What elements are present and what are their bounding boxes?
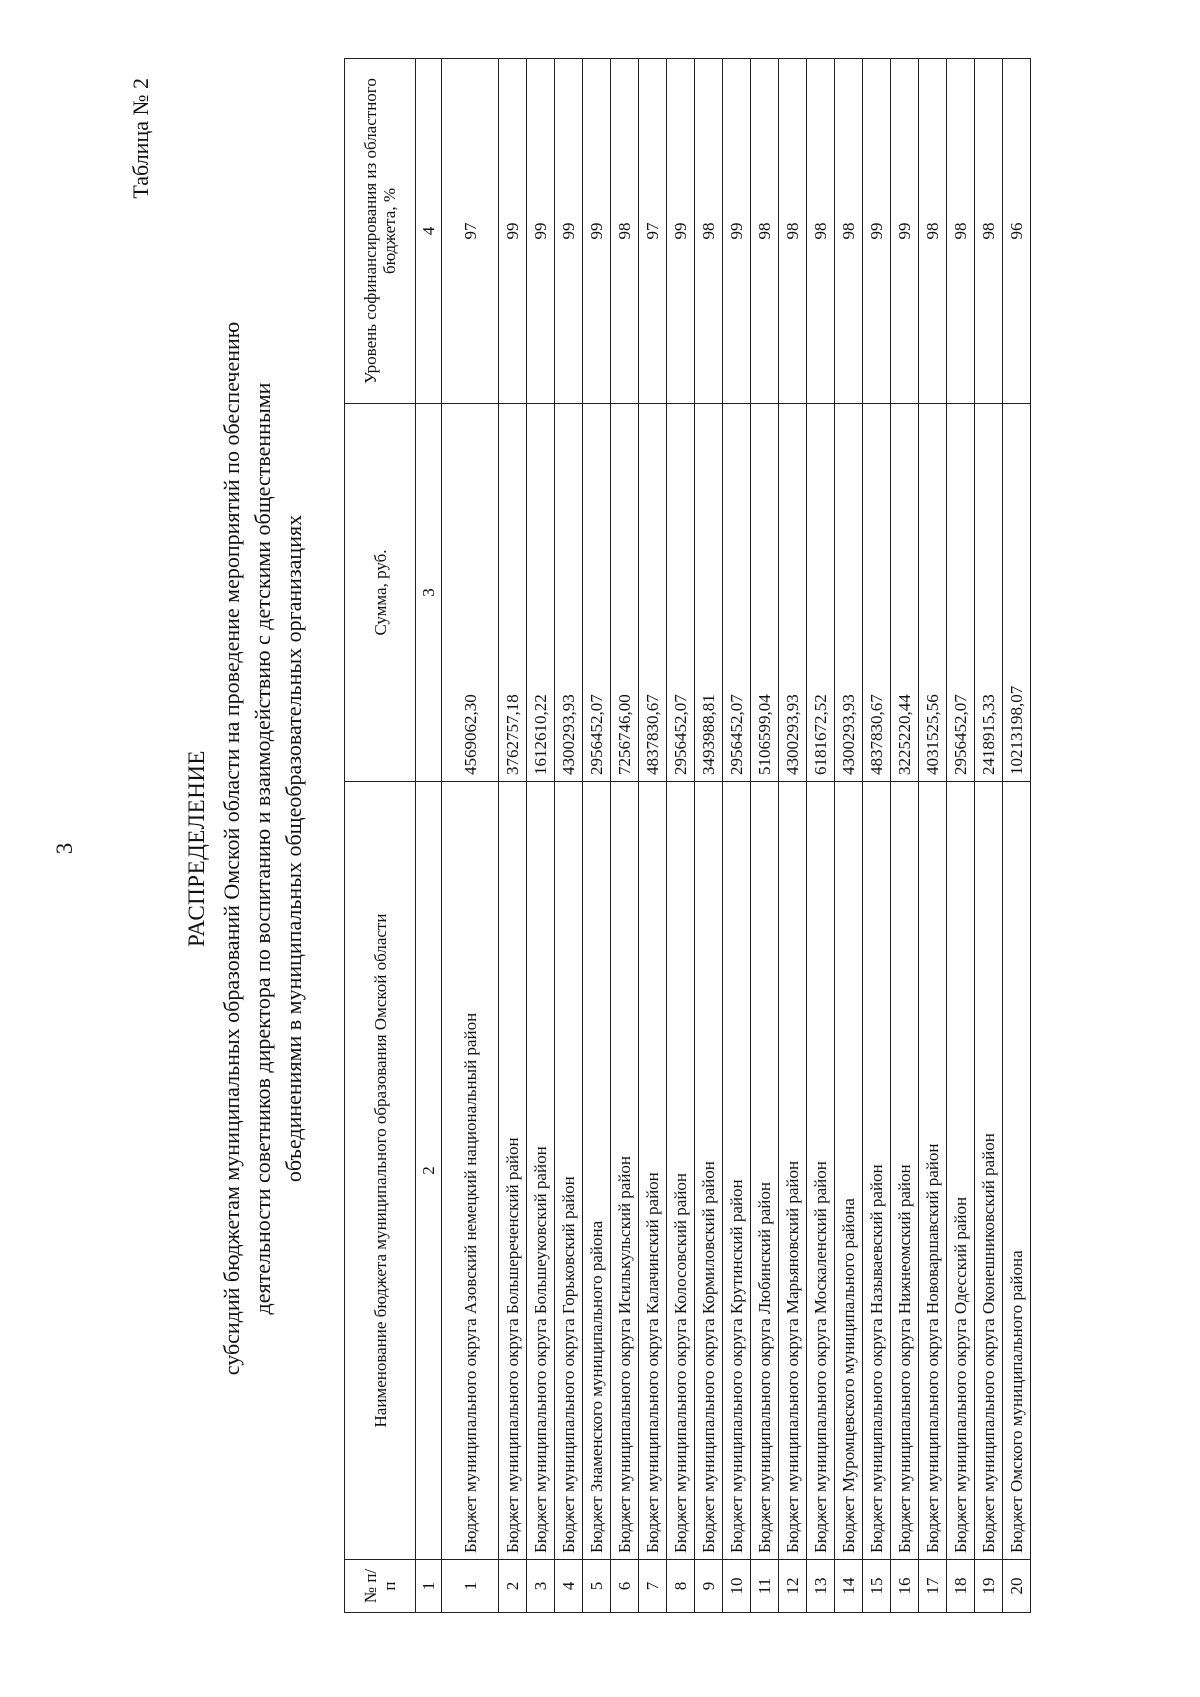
column-index-cell: 2 [416,782,442,1560]
row-level-cell: 99 [667,59,695,404]
table-label: Таблица № 2 [128,78,153,199]
header-name: Наименование бюджета муниципального образования Омской области [345,782,416,1560]
row-num-cell: 19 [975,1560,1003,1613]
table-row [863,59,891,1613]
row-name-cell: Бюджет муниципального округа Называевский район [863,782,891,1560]
row-level-cell: 98 [695,59,723,404]
subtitle-line: объединениями в муниципальных общеобразовательных организациях [281,514,306,1183]
row-level-cell: 99 [555,59,583,404]
row-num-cell: 20 [1003,1560,1031,1613]
table-row [807,59,835,1613]
row-num-cell: 9 [695,1560,723,1613]
row-num-cell: 7 [639,1560,667,1613]
distribution-table [344,58,1031,1613]
table-row [947,59,975,1613]
header-num: № п/п [345,1560,416,1613]
table-row [975,59,1003,1613]
table-row [639,59,667,1613]
document-title: РАСПРЕДЕЛЕНИЕ [184,750,209,947]
column-index-row [416,59,442,1613]
row-name-cell: Бюджет Знаменского муниципального района [583,782,611,1560]
table-row [1003,59,1031,1613]
table-row [751,59,779,1613]
row-name-cell: Бюджет муниципального округа Нижнеомский район [891,782,919,1560]
table-body [442,59,1031,1613]
row-name-cell: Бюджет муниципального округа Крутинский район [723,782,751,1560]
header-sum: Сумма, руб. [345,404,416,782]
row-name-cell: Бюджет муниципального округа Марьяновский район [779,782,807,1560]
row-sum-cell: 4569062,30 [442,404,499,782]
row-level-cell: 98 [919,59,947,404]
table-row [779,59,807,1613]
header-level: Уровень софинансирования из областного бюджета, % [345,59,416,404]
row-name-cell: Бюджет муниципального округа Горьковский район [555,782,583,1560]
row-sum-cell: 4837830,67 [863,404,891,782]
row-num-cell: 6 [611,1560,639,1613]
column-index-cell: 3 [416,404,442,782]
row-num-cell: 11 [751,1560,779,1613]
row-sum-cell: 5106599,04 [751,404,779,782]
row-name-cell: Бюджет муниципального округа Азовский немецкий национальный район [442,782,499,1560]
table-row [723,59,751,1613]
row-name-cell: Бюджет муниципального округа Большеуковский район [527,782,555,1560]
row-name-cell: Бюджет муниципального округа Любинский район [751,782,779,1560]
table-row [695,59,723,1613]
row-num-cell: 5 [583,1560,611,1613]
row-sum-cell: 3225220,44 [891,404,919,782]
row-num-cell: 15 [863,1560,891,1613]
row-level-cell: 98 [947,59,975,404]
row-sum-cell: 1612610,22 [527,404,555,782]
row-sum-cell: 4837830,67 [639,404,667,782]
row-name-cell: Бюджет муниципального округа Колосовский район [667,782,695,1560]
page-number: 3 [52,842,77,855]
row-name-cell: Бюджет муниципального округа Исилькульский район [611,782,639,1560]
row-level-cell: 96 [1003,59,1031,404]
row-sum-cell: 3762757,18 [499,404,527,782]
row-level-cell: 98 [975,59,1003,404]
row-level-cell: 99 [863,59,891,404]
row-name-cell: Бюджет муниципального округа Одесский район [947,782,975,1560]
row-num-cell: 4 [555,1560,583,1613]
table-row [667,59,695,1613]
row-num-cell: 2 [499,1560,527,1613]
row-level-cell: 98 [611,59,639,404]
row-name-cell: Бюджет муниципального округа Нововаршавский район [919,782,947,1560]
row-num-cell: 1 [442,1560,499,1613]
table-row [919,59,947,1613]
row-level-cell: 99 [723,59,751,404]
row-name-cell: Бюджет муниципального округа Калачинский район [639,782,667,1560]
row-level-cell: 99 [527,59,555,404]
row-sum-cell: 2956452,07 [723,404,751,782]
row-num-cell: 12 [779,1560,807,1613]
row-sum-cell: 6181672,52 [807,404,835,782]
row-num-cell: 3 [527,1560,555,1613]
row-name-cell: Бюджет Муромцевского муниципального района [835,782,863,1560]
row-sum-cell: 7256746,00 [611,404,639,782]
table-row [583,59,611,1613]
row-level-cell: 97 [639,59,667,404]
row-name-cell: Бюджет муниципального округа Большереченский район [499,782,527,1560]
row-level-cell: 98 [779,59,807,404]
table-row [499,59,527,1613]
subtitle-line: деятельности советников директора по воспитанию и взаимодействию с детскими общественными [250,382,275,1315]
row-num-cell: 10 [723,1560,751,1613]
row-name-cell: Бюджет муниципального округа Кормиловский район [695,782,723,1560]
row-num-cell: 14 [835,1560,863,1613]
row-level-cell: 99 [499,59,527,404]
row-name-cell: Бюджет муниципального округа Москаленский район [807,782,835,1560]
row-name-cell: Бюджет Омского муниципального района [1003,782,1031,1560]
header-row [345,59,416,1613]
row-sum-cell: 4031525,56 [919,404,947,782]
row-name-cell: Бюджет муниципального округа Оконешниковский район [975,782,1003,1560]
table-row [891,59,919,1613]
row-sum-cell: 2418915,33 [975,404,1003,782]
document-subtitle [216,180,309,1517]
table-row [527,59,555,1613]
row-sum-cell: 10213198,07 [1003,404,1031,782]
row-level-cell: 99 [583,59,611,404]
subtitle-line: субсидий бюджетам муниципальных образований Омской области на проведение мероприятий по обеспечению [219,321,244,1376]
row-level-cell: 98 [835,59,863,404]
column-index-cell: 1 [416,1560,442,1613]
row-num-cell: 17 [919,1560,947,1613]
row-num-cell: 16 [891,1560,919,1613]
row-num-cell: 18 [947,1560,975,1613]
row-num-cell: 8 [667,1560,695,1613]
row-sum-cell: 2956452,07 [947,404,975,782]
row-sum-cell: 3493988,81 [695,404,723,782]
table-row [555,59,583,1613]
row-level-cell: 98 [751,59,779,404]
row-sum-cell: 4300293,93 [555,404,583,782]
table-header [345,59,442,1613]
table-row [835,59,863,1613]
table-row [442,59,499,1613]
row-num-cell: 13 [807,1560,835,1613]
row-level-cell: 97 [442,59,499,404]
column-index-cell: 4 [416,59,442,404]
row-level-cell: 99 [891,59,919,404]
row-sum-cell: 4300293,93 [835,404,863,782]
row-level-cell: 98 [807,59,835,404]
row-sum-cell: 2956452,07 [583,404,611,782]
row-sum-cell: 2956452,07 [667,404,695,782]
row-sum-cell: 4300293,93 [779,404,807,782]
table-row [611,59,639,1613]
